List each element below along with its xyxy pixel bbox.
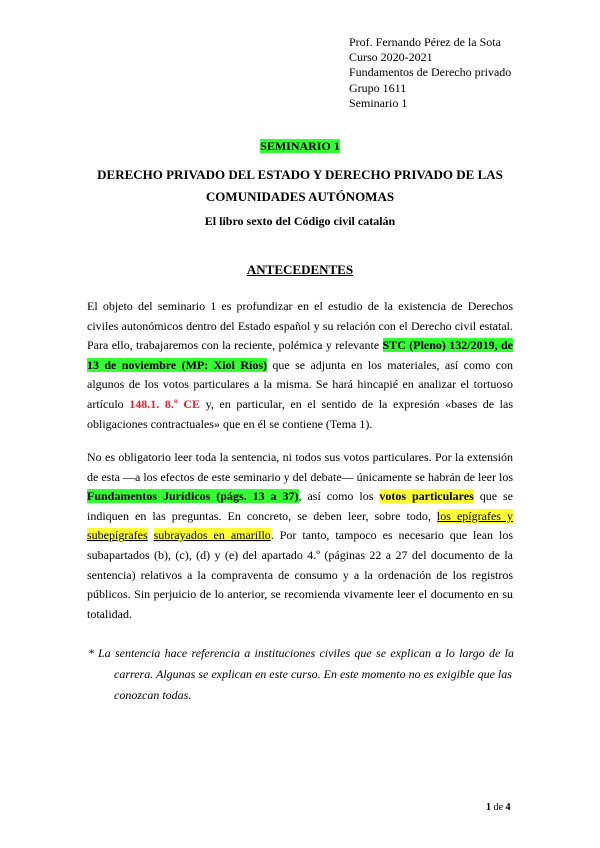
- footnote: [88, 643, 514, 706]
- header-group: Grupo 1611: [349, 80, 407, 95]
- paragraph-text: No es obligatorio leer toda la sentencia, ni todos sus votos particulares. Por la extensión de esta ―a los efectos de este seminario y del debate― únicamente se habrán de leer los: [87, 450, 513, 484]
- document-subtitle: El libro sexto del Código civil catalán: [204, 214, 396, 228]
- fundamentos-reference: Fundamentos Jurídicos (págs. 13 a 37): [87, 489, 299, 504]
- paragraph-text: . Por tanto, tampoco es necesario que lean los subapartados (b), (c), (d) y (e) del apartado 4.º (páginas 22 a 27 del documento de la sentencia) relativos a la compraventa de consumo y a la ordenación de los registros públicos. Sin perjuicio de lo anterior, se recomienda vivamente leer el documento en su totalidad.: [87, 528, 513, 621]
- header-professor: Prof. Fernando Pérez de la Sota: [349, 35, 501, 49]
- document-header: [349, 35, 511, 111]
- paragraph-objective: [87, 297, 513, 434]
- paragraph-text: [148, 528, 154, 542]
- stc-reference: STC (Pleno) 132/2019, de 13 de noviembre (MP: Xiol Ríos): [87, 338, 513, 372]
- footnote-bullet: *: [88, 646, 94, 660]
- page-total: 4: [505, 802, 511, 813]
- paragraph-text: , así como los: [298, 489, 380, 504]
- paragraph-text: que se indiquen en las preguntas. En concreto, se deben leer, sobre todo,: [87, 489, 513, 523]
- header-seminar: Seminario 1: [349, 95, 408, 110]
- title-line-1: DERECHO PRIVADO DEL ESTADO Y DERECHO PRIVADO DE LAS: [97, 167, 503, 182]
- document-title: [0, 164, 600, 208]
- title-line-2: COMUNIDADES AUTÓNOMAS: [205, 189, 395, 204]
- paragraph-reading: [87, 448, 513, 624]
- paragraph-text: y, en particular, en el sentido de la expresión «bases de las obligaciones contractuales» que en él se contiene (Tema 1).: [87, 396, 513, 431]
- epigrafes-highlight: los epígrafes y subepígrafes: [87, 508, 513, 543]
- paragraph-text: que se adjunta en los materiales, así como con algunos de los votos particulares a la misma. Se hará hincapié en analizar el tortuoso artículo: [87, 357, 513, 411]
- section-heading: ANTECEDENTES: [246, 262, 354, 277]
- page-number: [486, 802, 510, 813]
- footnote-rest: carrera. Algunas se explican en este curso. En este momento no es exigible que las conozcan todas.: [114, 667, 512, 702]
- seminar-label: SEMINARIO 1: [260, 139, 340, 153]
- subrayados-highlight: subrayados en amarillo: [153, 528, 271, 543]
- footnote-line-1: La sentencia hace referencia a instituciones civiles que se explican a lo largo de la: [98, 646, 514, 660]
- page-current: 1: [486, 802, 491, 813]
- header-course: Curso 2020-2021: [349, 50, 433, 65]
- header-subject: Fundamentos de Derecho privado: [349, 65, 512, 80]
- votos-reference: votos particulares: [379, 489, 474, 504]
- seminar-label-row: [0, 139, 600, 153]
- paragraph-text: El objeto del seminario 1 es profundizar en el estudio de la existencia de Derechos civiles autonómicos dentro del Estado español y su relación con el Derecho civil estatal. Para ello, trabajaremos con la reciente, polémica y relevante: [87, 299, 513, 353]
- article-reference: 148.1. 8.º CE: [129, 396, 201, 411]
- page-of: de: [493, 802, 503, 813]
